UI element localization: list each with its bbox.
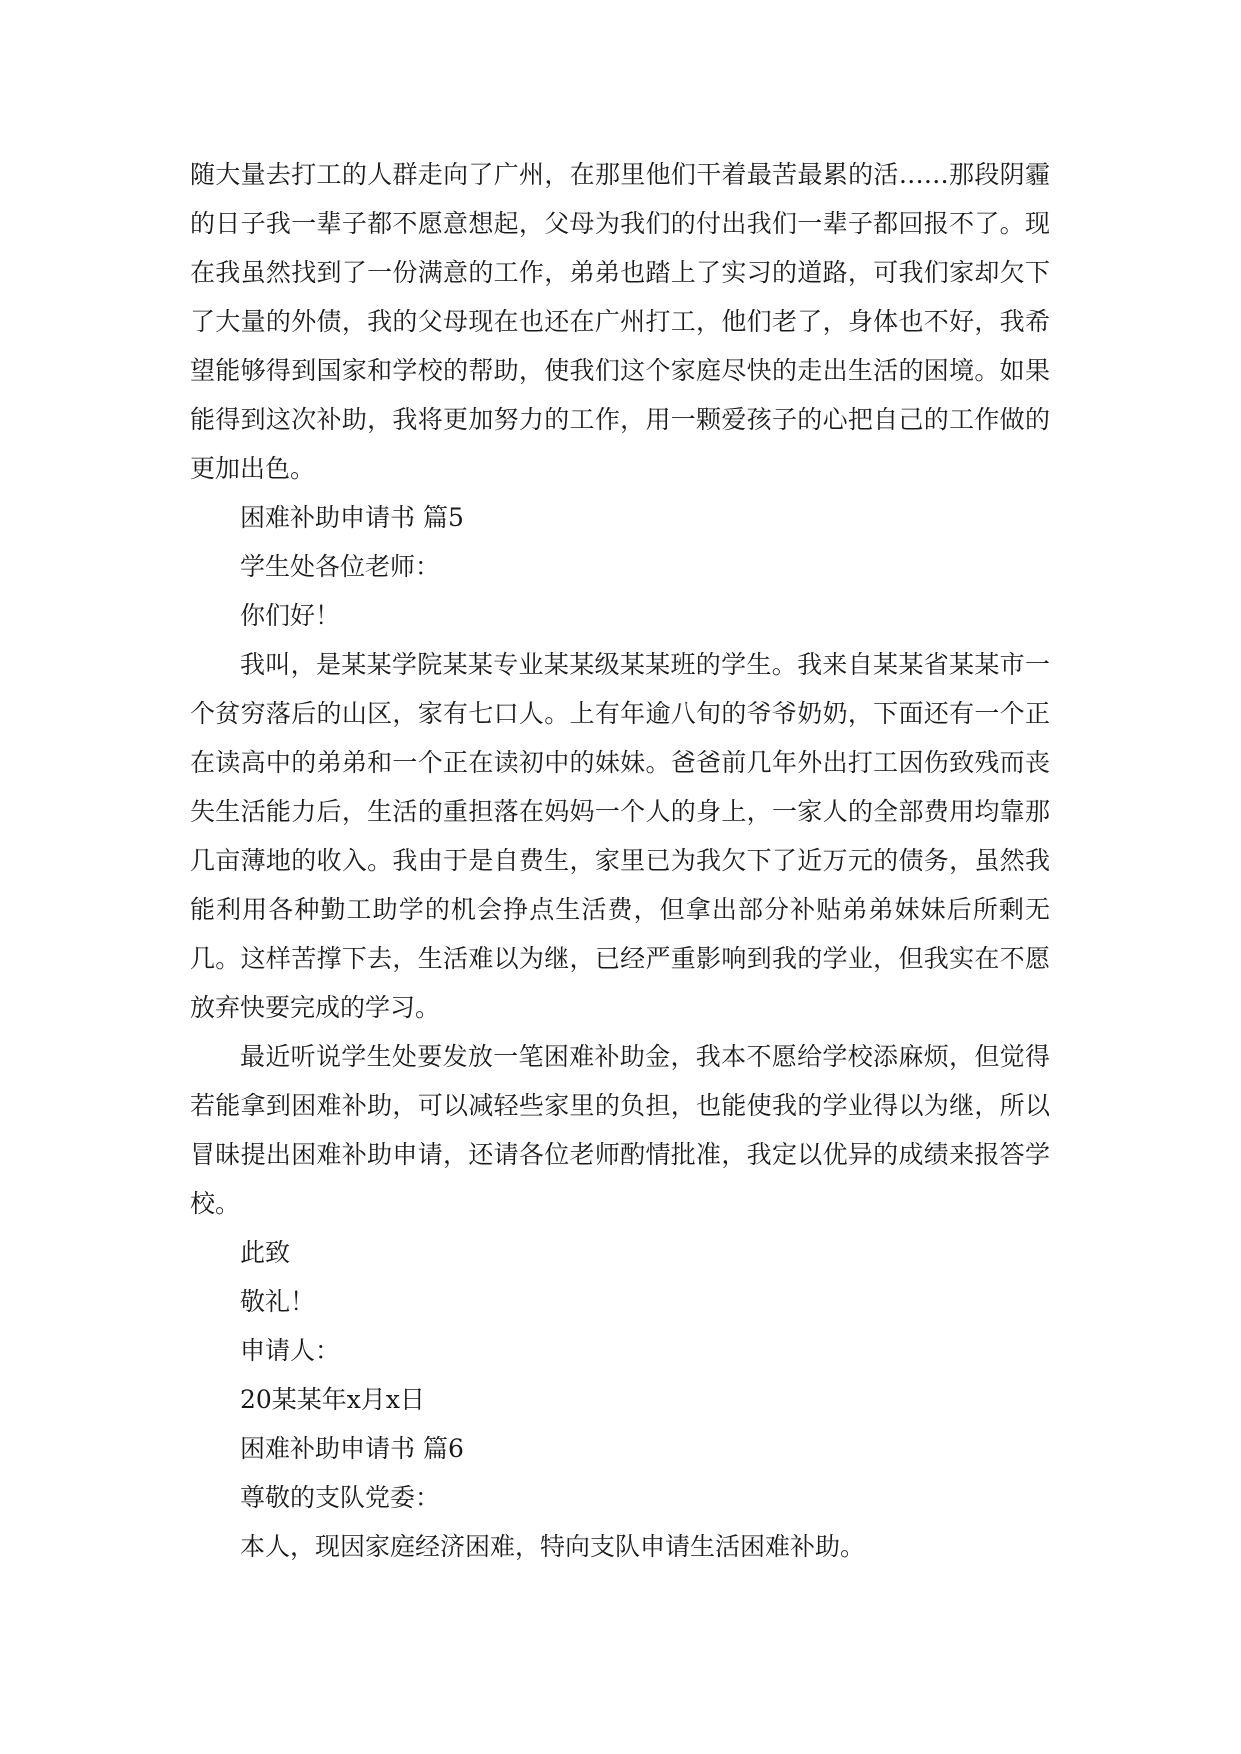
salutation: 尊敬的支队党委： bbox=[240, 1483, 441, 1512]
body-paragraph: 最近听说学生处要发放一笔困难补助金，我本不愿给学校添麻烦，但觉得若能拿到困难补助，可以减轻些家里的负担，也能使我的学业得以为继，所以冒昧提出困难补助申请，还请各位老师酌情批准，我定以优异的成绩来报答学校。 bbox=[190, 1042, 1050, 1218]
closing-regards: 敬礼！ bbox=[240, 1287, 316, 1316]
section-heading-5: 困难补助申请书 篇5 bbox=[240, 503, 464, 532]
greeting: 你们好！ bbox=[240, 601, 341, 630]
closing-line: 此致 bbox=[240, 1238, 291, 1267]
paragraph-continuation: 随大量去打工的人群走向了广州，在那里他们干着最苦最累的活……那段阴霾的日子我一辈子都不愿意想起，父母为我们的付出我们一辈子都回报不了。现在我虽然找到了一份满意的工作，弟弟也踏上了实习的道路，可我们家却欠下了大量的外债，我的父母现在也还在广州打工，他们老了，身体也不好，我希望能够得到国家和学校的帮助，使我们这个家庭尽快的走出生活的困境。如果能得到这次补助，我将更加努力的工作，用一颗爱孩子的心把自己的工作做的更加出色。 bbox=[190, 160, 1050, 483]
section-heading-6: 困难补助申请书 篇6 bbox=[240, 1434, 464, 1463]
salutation: 学生处各位老师： bbox=[240, 552, 441, 581]
date-line: 20某某年x月x日 bbox=[240, 1385, 426, 1414]
document-body bbox=[190, 150, 1050, 1571]
applicant-line: 申请人： bbox=[240, 1336, 341, 1365]
body-paragraph: 我叫，是某某学院某某专业某某级某某班的学生。我来自某某省某某市一个贫穷落后的山区，家有七口人。上有年逾八旬的爷爷奶奶，下面还有一个正在读高中的弟弟和一个正在读初中的妹妹。爸爸前几年外出打工因伤致残而丧失生活能力后，生活的重担落在妈妈一个人的身上，一家人的全部费用均靠那几亩薄地的收入。我由于是自费生，家里已为我欠下了近万元的债务，虽然我能利用各种勤工助学的机会挣点生活费，但拿出部分补贴弟弟妹妹后所剩无几。这样苦撑下去，生活难以为继，已经严重影响到我的学业，但我实在不愿放弃快要完成的学习。 bbox=[190, 650, 1050, 1022]
body-paragraph: 本人，现因家庭经济困难，特向支队申请生活困难补助。 bbox=[240, 1532, 866, 1561]
